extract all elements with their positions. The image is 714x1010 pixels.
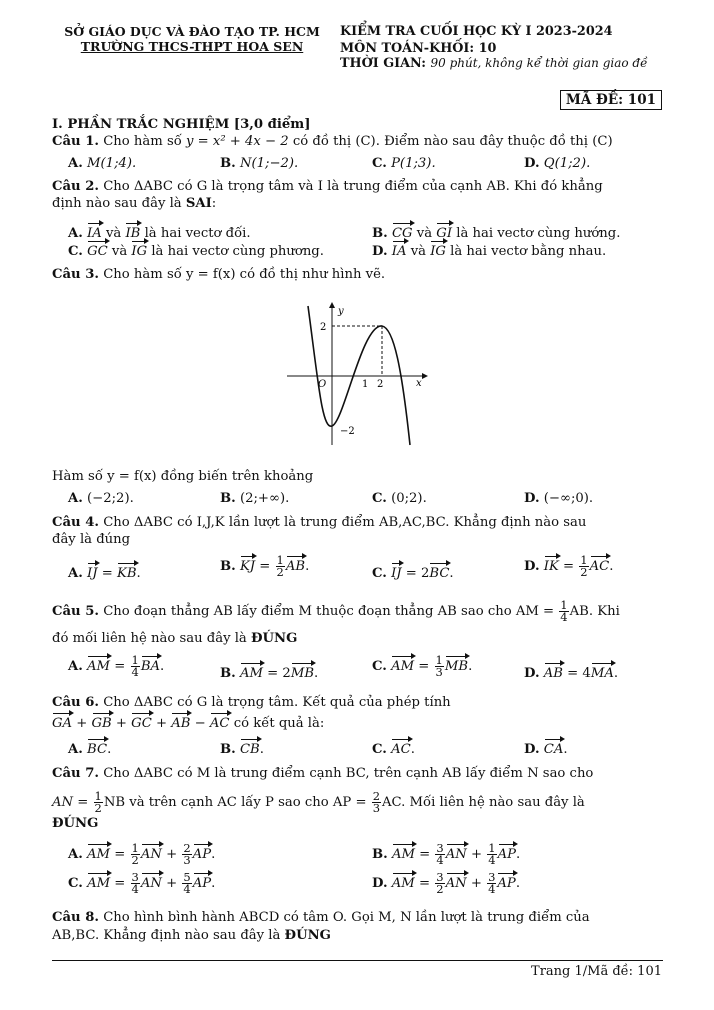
fraction bbox=[182, 843, 191, 866]
q5-label: Câu 5. bbox=[52, 604, 99, 619]
opt-val: (−∞;0). bbox=[543, 491, 594, 506]
time-label: THỜI GIAN: bbox=[340, 56, 427, 71]
q5-text-a: Cho đoạn thẳng AB lấy điểm M thuộc đoạn thẳng AB sao cho AM = bbox=[103, 604, 559, 619]
vec: AB bbox=[544, 662, 563, 682]
opt-key: C. bbox=[68, 244, 83, 259]
opt-key: A. bbox=[68, 226, 83, 241]
num: 1 bbox=[131, 841, 139, 855]
vec: MB bbox=[445, 655, 468, 675]
txt: . bbox=[449, 566, 454, 581]
vec: MB bbox=[291, 662, 314, 682]
q1-option-b[interactable] bbox=[220, 155, 298, 172]
fraction bbox=[131, 655, 140, 678]
q3-graph bbox=[282, 300, 432, 450]
q5-option-c[interactable] bbox=[372, 655, 472, 678]
vec: KB bbox=[117, 562, 137, 582]
opt-key: A. bbox=[68, 847, 83, 862]
vec: CG bbox=[392, 222, 413, 242]
vec: AN bbox=[446, 872, 467, 892]
q6-option-d[interactable] bbox=[524, 738, 568, 758]
num: 1 bbox=[276, 553, 284, 567]
q6-label: Câu 6. bbox=[52, 695, 99, 710]
q2-colon: : bbox=[211, 196, 217, 211]
q8-line1: Cho hình bình hành ABCD có tâm O. Gọi M, N lần lượt là trung điểm của bbox=[103, 910, 590, 925]
den: 4 bbox=[436, 853, 444, 867]
opt-val: Q(1;2). bbox=[543, 156, 591, 171]
den: 4 bbox=[560, 610, 568, 624]
q5-line2a: đó mối liên hệ nào sau đây là bbox=[52, 631, 251, 646]
num: 5 bbox=[183, 870, 191, 884]
vec: GC bbox=[131, 712, 152, 732]
q2-option-c[interactable] bbox=[68, 240, 324, 260]
q2-line2a: định nào sau đây là bbox=[52, 196, 186, 211]
dept-name: SỞ GIÁO DỤC VÀ ĐÀO TẠO TP. HCM bbox=[64, 24, 320, 39]
txt: . bbox=[314, 666, 319, 681]
section-title: I. PHẦN TRẮC NGHIỆM [3,0 điểm] bbox=[52, 117, 311, 132]
opt-key: B. bbox=[220, 742, 236, 757]
num: 1 bbox=[560, 598, 568, 612]
opt-key: C. bbox=[372, 659, 387, 674]
fraction bbox=[372, 791, 381, 814]
opt-key: D. bbox=[524, 491, 540, 506]
txt: . bbox=[613, 666, 619, 681]
question-8-line2 bbox=[52, 927, 331, 944]
origin-label: O bbox=[318, 379, 327, 390]
q6-tail: có kết quả là: bbox=[229, 716, 325, 731]
q6-option-b[interactable] bbox=[220, 738, 264, 758]
q1-option-c[interactable] bbox=[372, 155, 436, 172]
vec: AM bbox=[87, 843, 110, 863]
time-value: 90 phút, không kể thời gian giao đề bbox=[430, 56, 648, 70]
question-8 bbox=[52, 909, 590, 926]
num: 1 bbox=[580, 553, 588, 567]
q7-option-b[interactable]: B. AM = $\frac{3}{4}$ AN + $\frac{1}{4}$ AP. bbox=[372, 841, 521, 867]
fraction bbox=[435, 655, 444, 678]
txt: . bbox=[468, 659, 473, 674]
txt: . bbox=[410, 742, 415, 757]
q2-option-a[interactable] bbox=[68, 222, 251, 242]
q6-option-a[interactable] bbox=[68, 738, 111, 758]
num: 3 bbox=[131, 870, 139, 884]
den: 3 bbox=[372, 801, 381, 815]
num: 2 bbox=[372, 789, 381, 803]
q3-option-d[interactable] bbox=[524, 490, 593, 507]
q1-option-a[interactable] bbox=[68, 155, 136, 172]
vec: CA bbox=[544, 738, 564, 758]
num: 1 bbox=[488, 841, 496, 855]
fraction bbox=[487, 843, 496, 866]
q5-option-a[interactable] bbox=[68, 655, 164, 678]
txt: . bbox=[107, 742, 112, 757]
opt-val: (0;2). bbox=[391, 491, 427, 506]
q1-func: y = x² + 4x − 2 bbox=[186, 134, 289, 149]
den: 4 bbox=[131, 882, 139, 896]
vec: AM bbox=[87, 872, 110, 892]
txt: = 2 bbox=[401, 566, 430, 581]
vec: AB bbox=[171, 712, 190, 732]
den: 3 bbox=[183, 853, 191, 867]
opt-key: D. bbox=[372, 876, 388, 891]
fraction bbox=[487, 872, 496, 895]
time-line bbox=[340, 56, 670, 71]
vec: AN bbox=[141, 843, 162, 863]
vec: AM bbox=[87, 655, 110, 675]
num: 1 bbox=[131, 653, 139, 667]
q5-text-b: AB. Khi bbox=[569, 604, 620, 619]
q2-option-b[interactable] bbox=[372, 222, 620, 242]
q6-line1: Cho ΔABC có G là trọng tâm. Kết quả của phép tính bbox=[103, 695, 451, 710]
den: 4 bbox=[183, 882, 191, 896]
vec: BA bbox=[141, 655, 160, 675]
vec: IJ bbox=[391, 562, 402, 582]
fraction bbox=[435, 843, 444, 866]
txt: và bbox=[412, 226, 437, 241]
opt-val: N(1;−2). bbox=[239, 156, 299, 171]
fraction bbox=[131, 843, 140, 866]
den: 2 bbox=[276, 565, 284, 579]
vec: IK bbox=[544, 555, 559, 575]
opt-key: A. bbox=[68, 659, 83, 674]
opt-key: B. bbox=[220, 156, 236, 171]
question-4-line2: đây là đúng bbox=[52, 532, 131, 547]
fraction bbox=[435, 872, 444, 895]
x-label: x bbox=[416, 378, 422, 389]
opt-key: C. bbox=[372, 742, 387, 757]
vec: AC bbox=[590, 555, 610, 575]
den: 4 bbox=[488, 882, 496, 896]
opt-key: D. bbox=[524, 666, 540, 681]
txt: là hai vectơ cùng phương. bbox=[147, 244, 324, 259]
x-axis-arrow bbox=[422, 373, 428, 379]
y-label: y bbox=[338, 306, 344, 317]
opt-val: M(1;4). bbox=[87, 156, 137, 171]
opt-key: A. bbox=[68, 491, 83, 506]
q2-emph: SAI bbox=[185, 196, 212, 211]
question-7 bbox=[52, 765, 593, 782]
q8-line2a: AB,BC. Khẳng định nào sau đây là bbox=[52, 928, 285, 943]
opt-key: B. bbox=[220, 559, 236, 574]
txt: = bbox=[97, 566, 117, 581]
opt-val: (−2;2). bbox=[87, 491, 134, 506]
txt: là hai vectơ bằng nhau. bbox=[445, 244, 607, 259]
vec: AM bbox=[392, 872, 415, 892]
num: 1 bbox=[435, 653, 443, 667]
tick-ym2: −2 bbox=[340, 426, 355, 437]
opt-val: P(1;3). bbox=[391, 156, 436, 171]
opt-key: C. bbox=[372, 156, 387, 171]
vec: AC bbox=[210, 712, 230, 732]
vec: KJ bbox=[240, 555, 255, 575]
q1-text-b: có đồ thị (C). Điểm nào sau đây thuộc đồ thị (C) bbox=[288, 134, 613, 149]
opt-key: C. bbox=[372, 491, 387, 506]
vec: IG bbox=[131, 240, 147, 260]
vec: AN bbox=[446, 843, 467, 863]
q7-option-c[interactable]: C. AM = $\frac{3}{4}$ AN + $\frac{5}{4}$ AP. bbox=[68, 870, 216, 896]
q5-option-d[interactable] bbox=[524, 662, 618, 682]
question-6-expr: GA + GB + GC + AB − AC có kết quả là: bbox=[52, 712, 324, 732]
q1-label: Câu 1. bbox=[52, 134, 99, 149]
opt-key: D. bbox=[372, 244, 388, 259]
txt: = 4 bbox=[562, 666, 591, 681]
q3-option-a[interactable] bbox=[68, 490, 134, 507]
q3-text: Cho hàm số y = f(x) có đồ thị như hình vẽ. bbox=[103, 267, 386, 282]
opt-key: A. bbox=[68, 156, 83, 171]
q4-option-a[interactable] bbox=[68, 562, 141, 582]
q2-label: Câu 2. bbox=[52, 179, 99, 194]
den: 4 bbox=[131, 665, 139, 679]
opt-key: A. bbox=[68, 566, 83, 581]
question-5 bbox=[52, 600, 620, 623]
q4-option-c[interactable] bbox=[372, 562, 454, 582]
opt-key: B. bbox=[220, 666, 236, 681]
question-3 bbox=[52, 266, 385, 283]
question-2-line2 bbox=[52, 195, 216, 212]
subject: MÔN TOÁN-KHỐI: 10 bbox=[340, 41, 497, 56]
q4-label: Câu 4. bbox=[52, 515, 99, 530]
vec: AP bbox=[193, 872, 211, 892]
vec: AB bbox=[286, 555, 305, 575]
q6-option-c[interactable] bbox=[372, 738, 415, 758]
txt: là hai vectơ đối. bbox=[140, 226, 251, 241]
exam-title: KIỂM TRA CUỐI HỌC KỲ I 2023-2024 bbox=[340, 24, 613, 39]
txt: = bbox=[255, 559, 275, 574]
txt: . bbox=[609, 559, 614, 574]
opt-key: B. bbox=[372, 847, 388, 862]
num: 3 bbox=[436, 870, 444, 884]
txt: . bbox=[136, 566, 141, 581]
txt: = bbox=[110, 659, 130, 674]
question-7-line2 bbox=[52, 791, 585, 814]
vec: MA bbox=[591, 662, 614, 682]
vec: AP bbox=[498, 843, 516, 863]
txt: NB và trên cạnh AC lấy P sao cho AP = bbox=[103, 795, 371, 810]
vec: GI bbox=[436, 222, 452, 242]
q8-emph: ĐÚNG bbox=[284, 928, 331, 943]
q5-option-b[interactable] bbox=[220, 662, 318, 682]
vec: GA bbox=[52, 712, 72, 732]
fraction bbox=[94, 791, 103, 814]
tick-x1: 1 bbox=[362, 379, 369, 390]
txt: . bbox=[160, 659, 165, 674]
opt-key: A. bbox=[68, 742, 83, 757]
question-2 bbox=[52, 178, 603, 195]
opt-key: D. bbox=[524, 742, 540, 757]
q7-option-d[interactable]: D. AM = $\frac{3}{2}$ AN + $\frac{3}{4}$ AP. bbox=[372, 870, 521, 896]
q2-option-d[interactable] bbox=[372, 240, 606, 260]
q2-line1: Cho ΔABC có G là trọng tâm và I là trung điểm của cạnh AB. Khi đó khẳng bbox=[103, 179, 603, 194]
question-1 bbox=[52, 133, 613, 150]
exam-code: MÃ ĐỀ: 101 bbox=[560, 90, 662, 110]
opt-key: D. bbox=[524, 156, 540, 171]
txt: AC. Mối liên hệ nào sau đây là bbox=[382, 795, 585, 810]
txt: và bbox=[101, 226, 126, 241]
question-6 bbox=[52, 694, 451, 711]
opt-key: B. bbox=[220, 491, 236, 506]
q5-emph: ĐÚNG bbox=[251, 631, 298, 646]
vec: CB bbox=[240, 738, 260, 758]
num: 3 bbox=[436, 841, 444, 855]
den: 2 bbox=[94, 801, 102, 815]
q8-label: Câu 8. bbox=[52, 910, 99, 925]
vec: IG bbox=[430, 240, 446, 260]
txt: là hai vectơ cùng hướng. bbox=[452, 226, 621, 241]
header-left bbox=[52, 24, 332, 54]
vec: AP bbox=[193, 843, 211, 863]
vec: BC bbox=[87, 738, 107, 758]
den: 2 bbox=[436, 882, 444, 896]
vec: IJ bbox=[87, 562, 98, 582]
num: 2 bbox=[183, 841, 191, 855]
tick-x2: 2 bbox=[377, 379, 384, 390]
txt: và bbox=[107, 244, 132, 259]
den: 2 bbox=[580, 565, 588, 579]
vec: IB bbox=[125, 222, 140, 242]
question-5-line2 bbox=[52, 630, 297, 647]
header-right bbox=[340, 24, 670, 71]
vec: AM bbox=[391, 655, 414, 675]
txt: = bbox=[558, 559, 579, 574]
txt: . bbox=[305, 559, 310, 574]
opt-key: D. bbox=[524, 559, 540, 574]
num: 1 bbox=[94, 789, 102, 803]
den: 3 bbox=[435, 665, 443, 679]
opt-val: (2;+∞). bbox=[239, 491, 290, 506]
txt: . bbox=[563, 742, 568, 757]
fraction bbox=[182, 872, 191, 895]
q1-text: Cho hàm số bbox=[103, 134, 186, 149]
q4-option-b[interactable] bbox=[220, 555, 309, 578]
q3-option-b[interactable] bbox=[220, 490, 289, 507]
txt: và bbox=[406, 244, 431, 259]
vec: AC bbox=[391, 738, 411, 758]
q3-label: Câu 3. bbox=[52, 267, 99, 282]
q7-option-a[interactable]: A. AM = $\frac{1}{2}$ AN + $\frac{2}{3}$ AP. bbox=[68, 841, 216, 867]
q4-line1: Cho ΔABC có I,J,K lần lượt là trung điểm AB,AC,BC. Khẳng định nào sau bbox=[103, 515, 587, 530]
q4-option-d[interactable] bbox=[524, 555, 613, 578]
opt-key: C. bbox=[68, 876, 83, 891]
tick-y2: 2 bbox=[320, 322, 327, 333]
txt: . bbox=[259, 742, 264, 757]
footer-divider bbox=[52, 960, 663, 961]
vec: AN bbox=[141, 872, 162, 892]
fraction bbox=[131, 872, 140, 895]
q3-after: Hàm số y = f(x) đồng biến trên khoảng bbox=[52, 469, 314, 484]
den: 2 bbox=[131, 853, 139, 867]
question-7-line3: ĐÚNG bbox=[52, 816, 99, 831]
txt: = 2 bbox=[262, 666, 291, 681]
txt: AN = bbox=[52, 795, 93, 810]
fraction bbox=[276, 555, 285, 578]
y-axis-arrow bbox=[329, 302, 335, 308]
vec: GB bbox=[92, 712, 112, 732]
vec: IA bbox=[392, 240, 407, 260]
den: 4 bbox=[488, 853, 496, 867]
vec: GC bbox=[87, 240, 108, 260]
fraction bbox=[559, 600, 568, 623]
q7-label: Câu 7. bbox=[52, 766, 99, 781]
num: 3 bbox=[488, 870, 496, 884]
q1-option-d[interactable] bbox=[524, 155, 590, 172]
question-4 bbox=[52, 514, 586, 531]
opt-key: B. bbox=[372, 226, 388, 241]
vec: BC bbox=[429, 562, 449, 582]
vec: AM bbox=[392, 843, 415, 863]
opt-key: C. bbox=[372, 566, 387, 581]
txt: = bbox=[414, 659, 434, 674]
q3-option-c[interactable] bbox=[372, 490, 427, 507]
fraction bbox=[579, 555, 588, 578]
page-footer: Trang 1/Mã đề: 101 bbox=[531, 964, 662, 979]
q7-line1: Cho ΔABC có M là trung điểm cạnh BC, trên cạnh AB lấy điểm N sao cho bbox=[103, 766, 594, 781]
vec: IA bbox=[87, 222, 102, 242]
vec: AM bbox=[240, 662, 263, 682]
vec: AP bbox=[497, 872, 515, 892]
school-name: TRƯỜNG THCS-THPT HOA SEN bbox=[80, 39, 304, 54]
